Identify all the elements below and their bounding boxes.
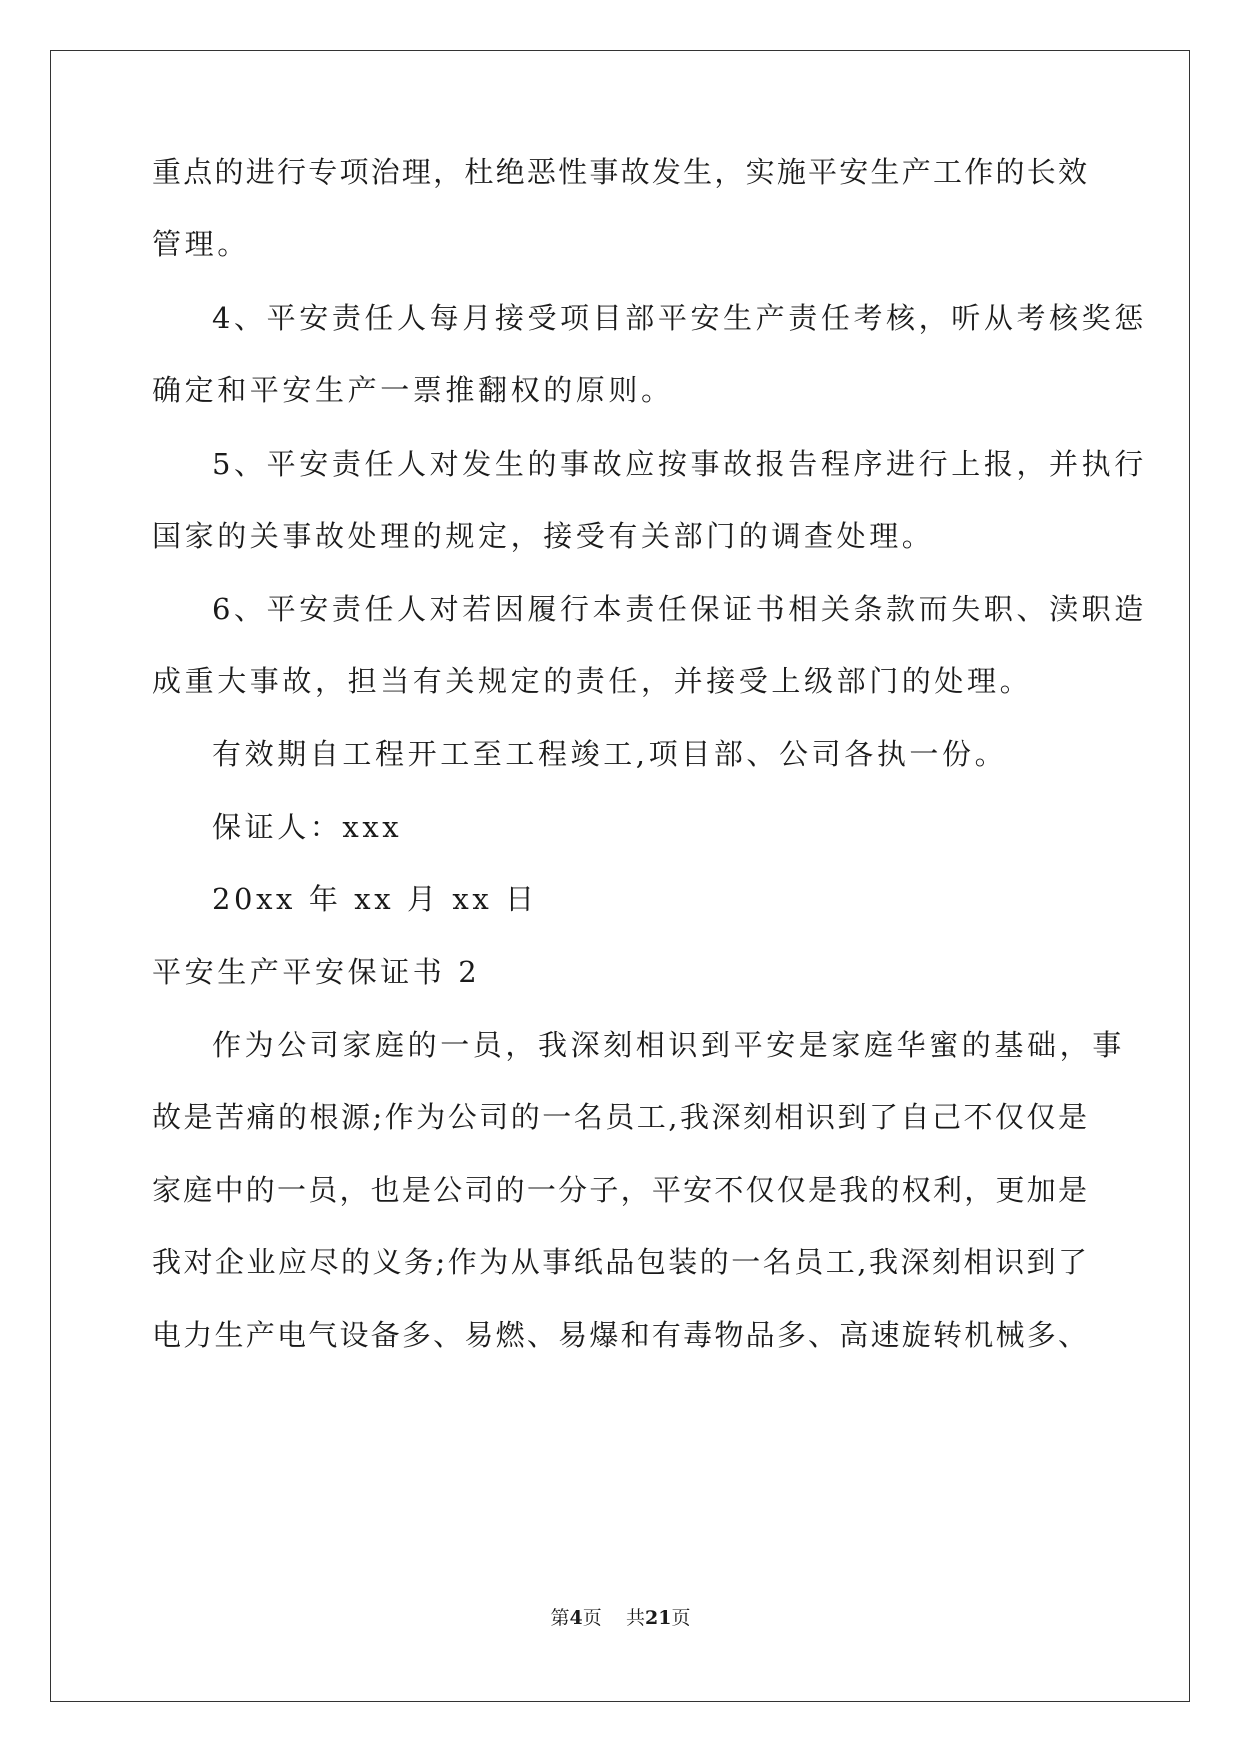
text-line: 家庭中的一员，也是公司的一分子，平安不仅仅是我的权利，更加是: [152, 1173, 1087, 1207]
current-page-number: 4: [569, 1607, 583, 1629]
page-footer: [0, 1606, 1241, 1630]
text-line: 我对企业应尽的义务;作为从事纸品包装的一名员工,我深刻相识到了: [152, 1245, 1087, 1279]
signer-line: 保证人：xxx: [212, 810, 403, 844]
page-prefix: 第: [550, 1607, 570, 1629]
text-line: 4、平安责任人每月接受项目部平安生产责任考核，听从考核奖惩: [212, 301, 1147, 335]
text-line: 管理。: [152, 227, 250, 261]
text-line: 确定和平安生产一票推翻权的原则。: [152, 373, 674, 407]
text-line: 故是苦痛的根源;作为公司的一名员工,我深刻相识到了自己不仅仅是: [152, 1100, 1087, 1134]
text-line: 有效期自工程开工至工程竣工,项目部、公司各执一份。: [212, 737, 1008, 771]
text-line: 作为公司家庭的一员，我深刻相识到平安是家庭华蜜的基础，事: [212, 1028, 1125, 1062]
text-line: 成重大事故，担当有关规定的责任，并接受上级部门的处理。: [152, 664, 1033, 698]
text-line: 电力生产电气设备多、易燃、易爆和有毒物品多、高速旋转机械多、: [152, 1318, 1087, 1352]
page-suffix: 页: [582, 1607, 602, 1629]
total-page-number: 21: [644, 1607, 672, 1629]
total-prefix: 共: [625, 1607, 645, 1629]
total-suffix: 页: [671, 1607, 691, 1629]
text-line: 重点的进行专项治理，杜绝恶性事故发生，实施平安生产工作的长效: [152, 155, 1087, 189]
date-line: 20xx 年 xx 月 xx 日: [212, 882, 538, 916]
text-line: 6、平安责任人对若因履行本责任保证书相关条款而失职、渎职造: [212, 592, 1147, 626]
text-line: 国家的关事故处理的规定，接受有关部门的调查处理。: [152, 519, 935, 553]
section-heading: 平安生产平安保证书 2: [152, 955, 481, 989]
text-line: 5、平安责任人对发生的事故应按事故报告程序进行上报，并执行: [212, 447, 1147, 481]
